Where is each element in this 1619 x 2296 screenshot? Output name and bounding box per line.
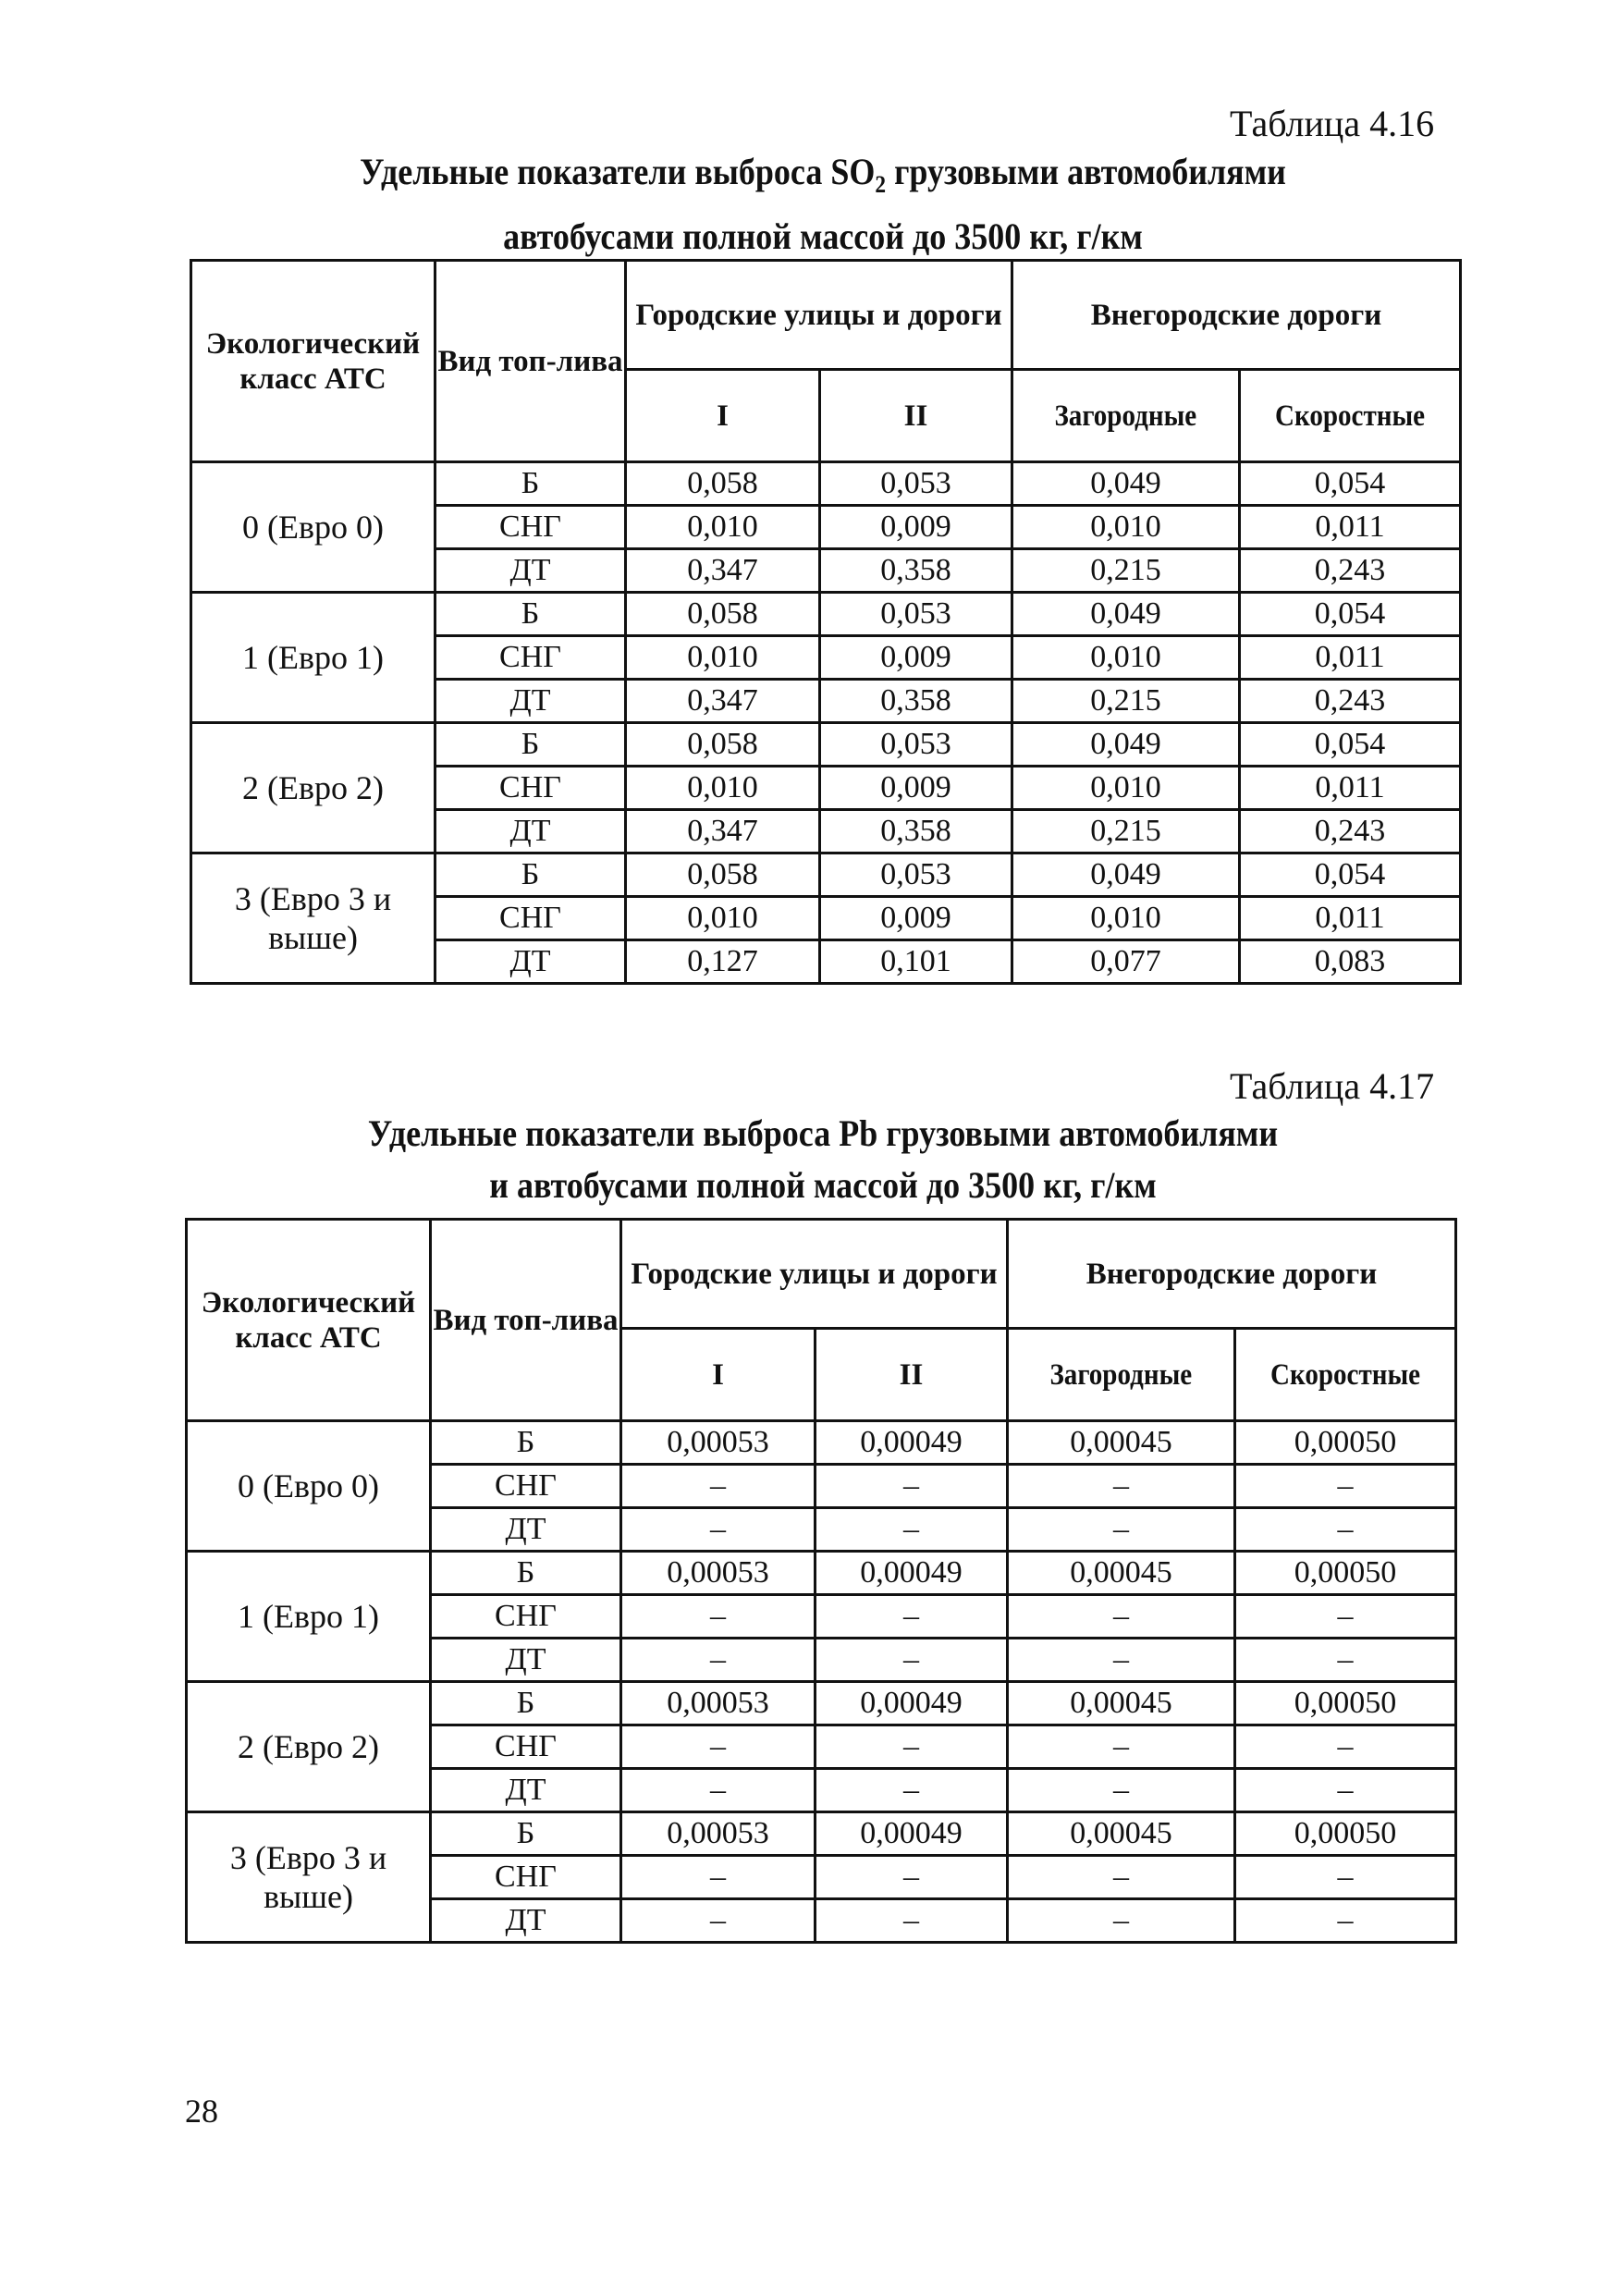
fuel-cell: СНГ: [435, 767, 626, 810]
value-cell: 0,00049: [816, 1682, 1008, 1725]
value-cell: 0,00049: [816, 1552, 1008, 1595]
value-cell: 0,215: [1012, 549, 1240, 593]
value-cell: 0,00050: [1235, 1552, 1456, 1595]
page-number: 28: [185, 2093, 218, 2130]
value-cell: –: [1235, 1508, 1456, 1552]
value-cell: –: [621, 1725, 816, 1769]
value-cell: –: [621, 1769, 816, 1812]
value-cell: 0,010: [1012, 767, 1240, 810]
table-row: [187, 1812, 1456, 1856]
table-row: [191, 593, 1461, 636]
value-cell: 0,049: [1012, 462, 1240, 506]
fuel-cell: ДТ: [435, 680, 626, 723]
value-cell: –: [816, 1856, 1008, 1899]
value-cell: 0,058: [626, 723, 820, 767]
value-cell: –: [816, 1465, 1008, 1508]
header-eco-class: Экологический класс АТС: [191, 261, 435, 462]
title-text: Удельные показатели выброса SO: [360, 151, 876, 192]
eco-class-cell: 0 (Евро 0): [187, 1421, 431, 1552]
header-fuel: Вид топ-лива: [435, 261, 626, 462]
value-cell: –: [1008, 1769, 1235, 1812]
value-cell: 0,00045: [1008, 1812, 1235, 1856]
fuel-cell: ДТ: [435, 940, 626, 984]
fuel-cell: Б: [435, 462, 626, 506]
value-cell: 0,010: [1012, 636, 1240, 680]
value-cell: –: [1235, 1899, 1456, 1943]
value-cell: 0,009: [820, 767, 1012, 810]
fuel-cell: Б: [431, 1552, 621, 1595]
fuel-cell: СНГ: [431, 1856, 621, 1899]
header-express: [1235, 1329, 1456, 1421]
value-cell: 0,00053: [621, 1552, 816, 1595]
value-cell: 0,011: [1240, 506, 1461, 549]
value-cell: 0,358: [820, 810, 1012, 853]
header-express-text: Скоростные: [1275, 399, 1425, 433]
header-suburban-text: Загородные: [1049, 1357, 1193, 1392]
value-cell: 0,358: [820, 680, 1012, 723]
value-cell: –: [816, 1725, 1008, 1769]
value-cell: 0,010: [626, 506, 820, 549]
value-cell: 0,00053: [621, 1421, 816, 1465]
value-cell: 0,00045: [1008, 1421, 1235, 1465]
value-cell: –: [1235, 1856, 1456, 1899]
value-cell: –: [816, 1508, 1008, 1552]
value-cell: –: [1235, 1595, 1456, 1639]
fuel-cell: ДТ: [435, 810, 626, 853]
value-cell: 0,058: [626, 853, 820, 897]
title-subscript: 2: [875, 171, 887, 198]
value-cell: –: [621, 1639, 816, 1682]
fuel-cell: СНГ: [431, 1725, 621, 1769]
value-cell: 0,054: [1240, 462, 1461, 506]
value-cell: 0,00050: [1235, 1812, 1456, 1856]
value-cell: 0,243: [1240, 810, 1461, 853]
table-label: Таблица 4.16: [1230, 103, 1435, 144]
table-row: [187, 1421, 1456, 1465]
value-cell: 0,077: [1012, 940, 1240, 984]
value-cell: –: [1008, 1508, 1235, 1552]
header-city-roads: Городские улицы и дороги: [621, 1220, 1008, 1329]
value-cell: 0,00053: [621, 1682, 816, 1725]
fuel-cell: Б: [431, 1682, 621, 1725]
value-cell: –: [816, 1639, 1008, 1682]
value-cell: 0,010: [626, 767, 820, 810]
fuel-cell: Б: [431, 1421, 621, 1465]
header-fuel: Вид топ-лива: [431, 1220, 621, 1421]
value-cell: –: [1008, 1595, 1235, 1639]
value-cell: –: [1008, 1899, 1235, 1943]
value-cell: 0,011: [1240, 636, 1461, 680]
value-cell: 0,358: [820, 549, 1012, 593]
header-eco-class: Экологический класс АТС: [187, 1220, 431, 1421]
table-row: [191, 462, 1461, 506]
value-cell: 0,243: [1240, 549, 1461, 593]
value-cell: 0,009: [820, 897, 1012, 940]
title-text: грузовыми автомобилями: [886, 151, 1286, 192]
value-cell: 0,053: [820, 462, 1012, 506]
value-cell: 0,083: [1240, 940, 1461, 984]
table-row: [191, 723, 1461, 767]
header-city-ii: II: [820, 370, 1012, 462]
value-cell: 0,00045: [1008, 1682, 1235, 1725]
value-cell: 0,010: [626, 897, 820, 940]
fuel-cell: СНГ: [435, 636, 626, 680]
fuel-cell: ДТ: [431, 1508, 621, 1552]
fuel-cell: ДТ: [435, 549, 626, 593]
value-cell: 0,011: [1240, 767, 1461, 810]
fuel-cell: СНГ: [435, 506, 626, 549]
value-cell: 0,215: [1012, 810, 1240, 853]
header-suburban-text: Загородные: [1054, 399, 1197, 433]
value-cell: 0,00053: [621, 1812, 816, 1856]
value-cell: 0,009: [820, 636, 1012, 680]
header-express-text: Скоростные: [1270, 1357, 1420, 1392]
fuel-cell: ДТ: [431, 1639, 621, 1682]
value-cell: –: [621, 1856, 816, 1899]
value-cell: –: [1235, 1769, 1456, 1812]
value-cell: –: [1008, 1639, 1235, 1682]
eco-class-cell: 2 (Евро 2): [191, 723, 435, 853]
fuel-cell: СНГ: [431, 1595, 621, 1639]
header-outer-roads: Внегородские дороги: [1008, 1220, 1456, 1329]
value-cell: 0,010: [1012, 897, 1240, 940]
value-cell: –: [816, 1595, 1008, 1639]
table-title: [249, 146, 1397, 263]
value-cell: 0,049: [1012, 593, 1240, 636]
value-cell: –: [621, 1508, 816, 1552]
value-cell: 0,054: [1240, 723, 1461, 767]
value-cell: 0,054: [1240, 593, 1461, 636]
value-cell: 0,009: [820, 506, 1012, 549]
value-cell: 0,00050: [1235, 1421, 1456, 1465]
value-cell: 0,215: [1012, 680, 1240, 723]
value-cell: –: [816, 1899, 1008, 1943]
header-express: [1240, 370, 1461, 462]
fuel-cell: Б: [435, 723, 626, 767]
value-cell: 0,011: [1240, 897, 1461, 940]
header-outer-roads: Внегородские дороги: [1012, 261, 1461, 370]
value-cell: 0,058: [626, 462, 820, 506]
header-city-i: I: [626, 370, 820, 462]
header-city-i: I: [621, 1329, 816, 1421]
value-cell: –: [1008, 1725, 1235, 1769]
table-label: Таблица 4.17: [1230, 1065, 1435, 1107]
value-cell: 0,347: [626, 810, 820, 853]
value-cell: –: [621, 1899, 816, 1943]
eco-class-cell: 1 (Евро 1): [187, 1552, 431, 1682]
value-cell: 0,243: [1240, 680, 1461, 723]
value-cell: 0,053: [820, 593, 1012, 636]
table-body: [187, 1421, 1456, 1943]
value-cell: –: [621, 1595, 816, 1639]
table-title-line: и автобусами полной массой до 3500 кг, г/км: [489, 1164, 1157, 1206]
eco-class-cell: 3 (Евро 3 и выше): [191, 853, 435, 984]
fuel-cell: СНГ: [435, 897, 626, 940]
value-cell: 0,00049: [816, 1812, 1008, 1856]
fuel-cell: Б: [431, 1812, 621, 1856]
fuel-cell: ДТ: [431, 1769, 621, 1812]
value-cell: 0,010: [626, 636, 820, 680]
header-city-roads: Городские улицы и дороги: [626, 261, 1012, 370]
value-cell: 0,049: [1012, 853, 1240, 897]
value-cell: 0,00049: [816, 1421, 1008, 1465]
value-cell: 0,010: [1012, 506, 1240, 549]
fuel-cell: СНГ: [431, 1465, 621, 1508]
header-city-ii: II: [816, 1329, 1008, 1421]
value-cell: 0,127: [626, 940, 820, 984]
value-cell: –: [1008, 1856, 1235, 1899]
value-cell: –: [1235, 1725, 1456, 1769]
table-title-line: автобусами полной массой до 3500 кг, г/км: [503, 215, 1143, 257]
header-suburban: [1008, 1329, 1235, 1421]
value-cell: 0,347: [626, 549, 820, 593]
table-row: [191, 853, 1461, 897]
value-cell: 0,049: [1012, 723, 1240, 767]
so2-emission-table: [190, 259, 1462, 985]
value-cell: 0,053: [820, 723, 1012, 767]
fuel-cell: Б: [435, 853, 626, 897]
pb-emission-table: [185, 1218, 1457, 1944]
fuel-cell: Б: [435, 593, 626, 636]
table-row: [187, 1682, 1456, 1725]
eco-class-cell: 2 (Евро 2): [187, 1682, 431, 1812]
value-cell: –: [1235, 1465, 1456, 1508]
value-cell: 0,054: [1240, 853, 1461, 897]
value-cell: –: [816, 1769, 1008, 1812]
value-cell: 0,101: [820, 940, 1012, 984]
value-cell: 0,347: [626, 680, 820, 723]
header-suburban: [1012, 370, 1240, 462]
table-body: [191, 462, 1461, 984]
value-cell: 0,053: [820, 853, 1012, 897]
value-cell: 0,00050: [1235, 1682, 1456, 1725]
table-row: [187, 1552, 1456, 1595]
eco-class-cell: 0 (Евро 0): [191, 462, 435, 593]
value-cell: –: [1008, 1465, 1235, 1508]
value-cell: –: [621, 1465, 816, 1508]
value-cell: –: [1235, 1639, 1456, 1682]
table-title: [249, 1108, 1397, 1211]
value-cell: 0,00045: [1008, 1552, 1235, 1595]
eco-class-cell: 3 (Евро 3 и выше): [187, 1812, 431, 1943]
fuel-cell: ДТ: [431, 1899, 621, 1943]
table-title-line: [249, 146, 1397, 211]
value-cell: 0,058: [626, 593, 820, 636]
table-title-line: Удельные показатели выброса Pb грузовыми автомобилями: [367, 1112, 1279, 1154]
eco-class-cell: 1 (Евро 1): [191, 593, 435, 723]
